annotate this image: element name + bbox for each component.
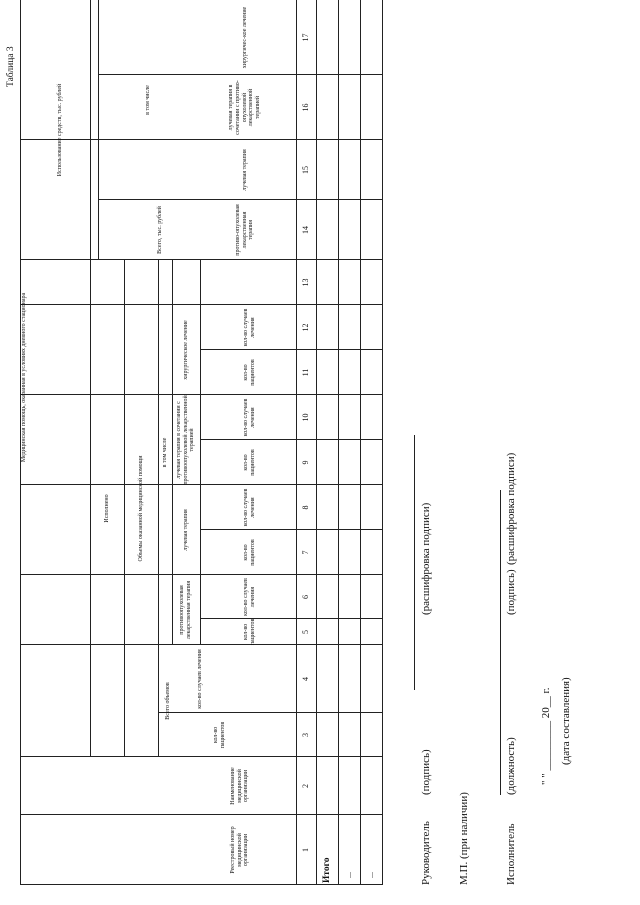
column-number: 13 <box>301 278 311 287</box>
stamp-label: М.П. (при наличии) <box>458 792 470 885</box>
header-org-name: Наименование медицинской организации <box>229 767 250 805</box>
col-patients: кол-во пациентов <box>243 539 256 566</box>
column-number: 16 <box>301 103 311 112</box>
decoding-label: (расшифровка подписи) <box>420 502 432 615</box>
header-volumes: Объемы оказанной медицинской помощи <box>137 455 144 562</box>
table-row-ellipsis: ... <box>344 872 354 878</box>
column-number: 10 <box>301 413 311 422</box>
col-patients: кол-во пациентов <box>243 449 256 476</box>
header-funds-used: Использование средств, тыс. рублей <box>56 83 63 177</box>
col-patients: кол-во пациентов <box>243 618 256 646</box>
column-number: 17 <box>301 33 311 42</box>
header-reg-number: Реестровый номер медицинской организации <box>229 826 250 874</box>
group-surgical: хирургическое лечение <box>182 320 189 380</box>
manager-label: Руководитель <box>420 821 432 885</box>
column-number: 8 <box>301 505 311 510</box>
signature-label: (подпись) <box>420 749 432 795</box>
group-antitumor: противоопухолевая лекарственная терапия <box>179 580 192 640</box>
column-number: 6 <box>301 595 311 599</box>
header-including-2: в том числе <box>144 85 151 115</box>
header-total-volume: Всего объемов <box>164 682 171 720</box>
col-cases: кол-во случаев лечения <box>196 649 203 709</box>
column-number: 11 <box>301 368 311 377</box>
header-including: в том числе <box>161 437 168 468</box>
column-number: 5 <box>301 630 311 634</box>
table-title: Таблица 3 <box>6 46 16 87</box>
col-cases: кол-во случаев лечения <box>243 308 256 347</box>
column-number: 3 <box>301 733 311 737</box>
column-number: 7 <box>301 550 311 555</box>
date-line: " " _________ 20__ г. <box>540 687 552 785</box>
col-patients: кол-во пациентов <box>243 359 256 386</box>
column-number: 9 <box>301 460 311 465</box>
column-number: 15 <box>301 166 311 174</box>
group-radiation: лучевая терапия <box>182 509 189 551</box>
funds-radiation: лучевая терапия <box>241 149 248 191</box>
executor-label: Исполнитель <box>505 823 517 885</box>
column-number: 14 <box>301 226 311 234</box>
col-cases: кол-во случаев лечения <box>243 398 256 437</box>
funds-surgical: хирургичес-кое лечение <box>241 6 248 69</box>
table-row-total-label: Итого <box>321 857 332 883</box>
date-label: (дата составления) <box>560 677 572 765</box>
table-row-ellipsis: ... <box>366 872 376 878</box>
funds-radiation-combined: лучевая терапия в сочетании с противо-опухолевой лекарственной терапией <box>227 80 262 135</box>
signature2-label: (подпись) <box>505 569 517 615</box>
header-section-title: Медицинская помощь, оказанная в условиях дневного стационара <box>20 292 27 463</box>
column-number: 4 <box>301 677 311 681</box>
column-number: 12 <box>301 323 311 332</box>
position-label: (должность) <box>505 737 517 795</box>
header-performed: Исполнено <box>103 494 110 523</box>
col-cases: кол-во случаев лечения <box>243 578 256 616</box>
column-number: 2 <box>301 784 311 788</box>
group-radiation-combined: лучевая терапия в сочетании с противоопухолевой лекарственной терапией <box>175 395 196 485</box>
col-cases: кол-во случаев лечения <box>243 488 256 527</box>
column-number: 1 <box>301 848 311 852</box>
col-patients: кол-во пациентов <box>213 721 226 749</box>
header-total-thousand: Всего, тыс. рублей <box>156 206 163 254</box>
decoding2-label: (расшифровка подписи) <box>505 452 517 565</box>
funds-antitumor: противо-опухолевая лекарственная терапия <box>234 204 255 256</box>
